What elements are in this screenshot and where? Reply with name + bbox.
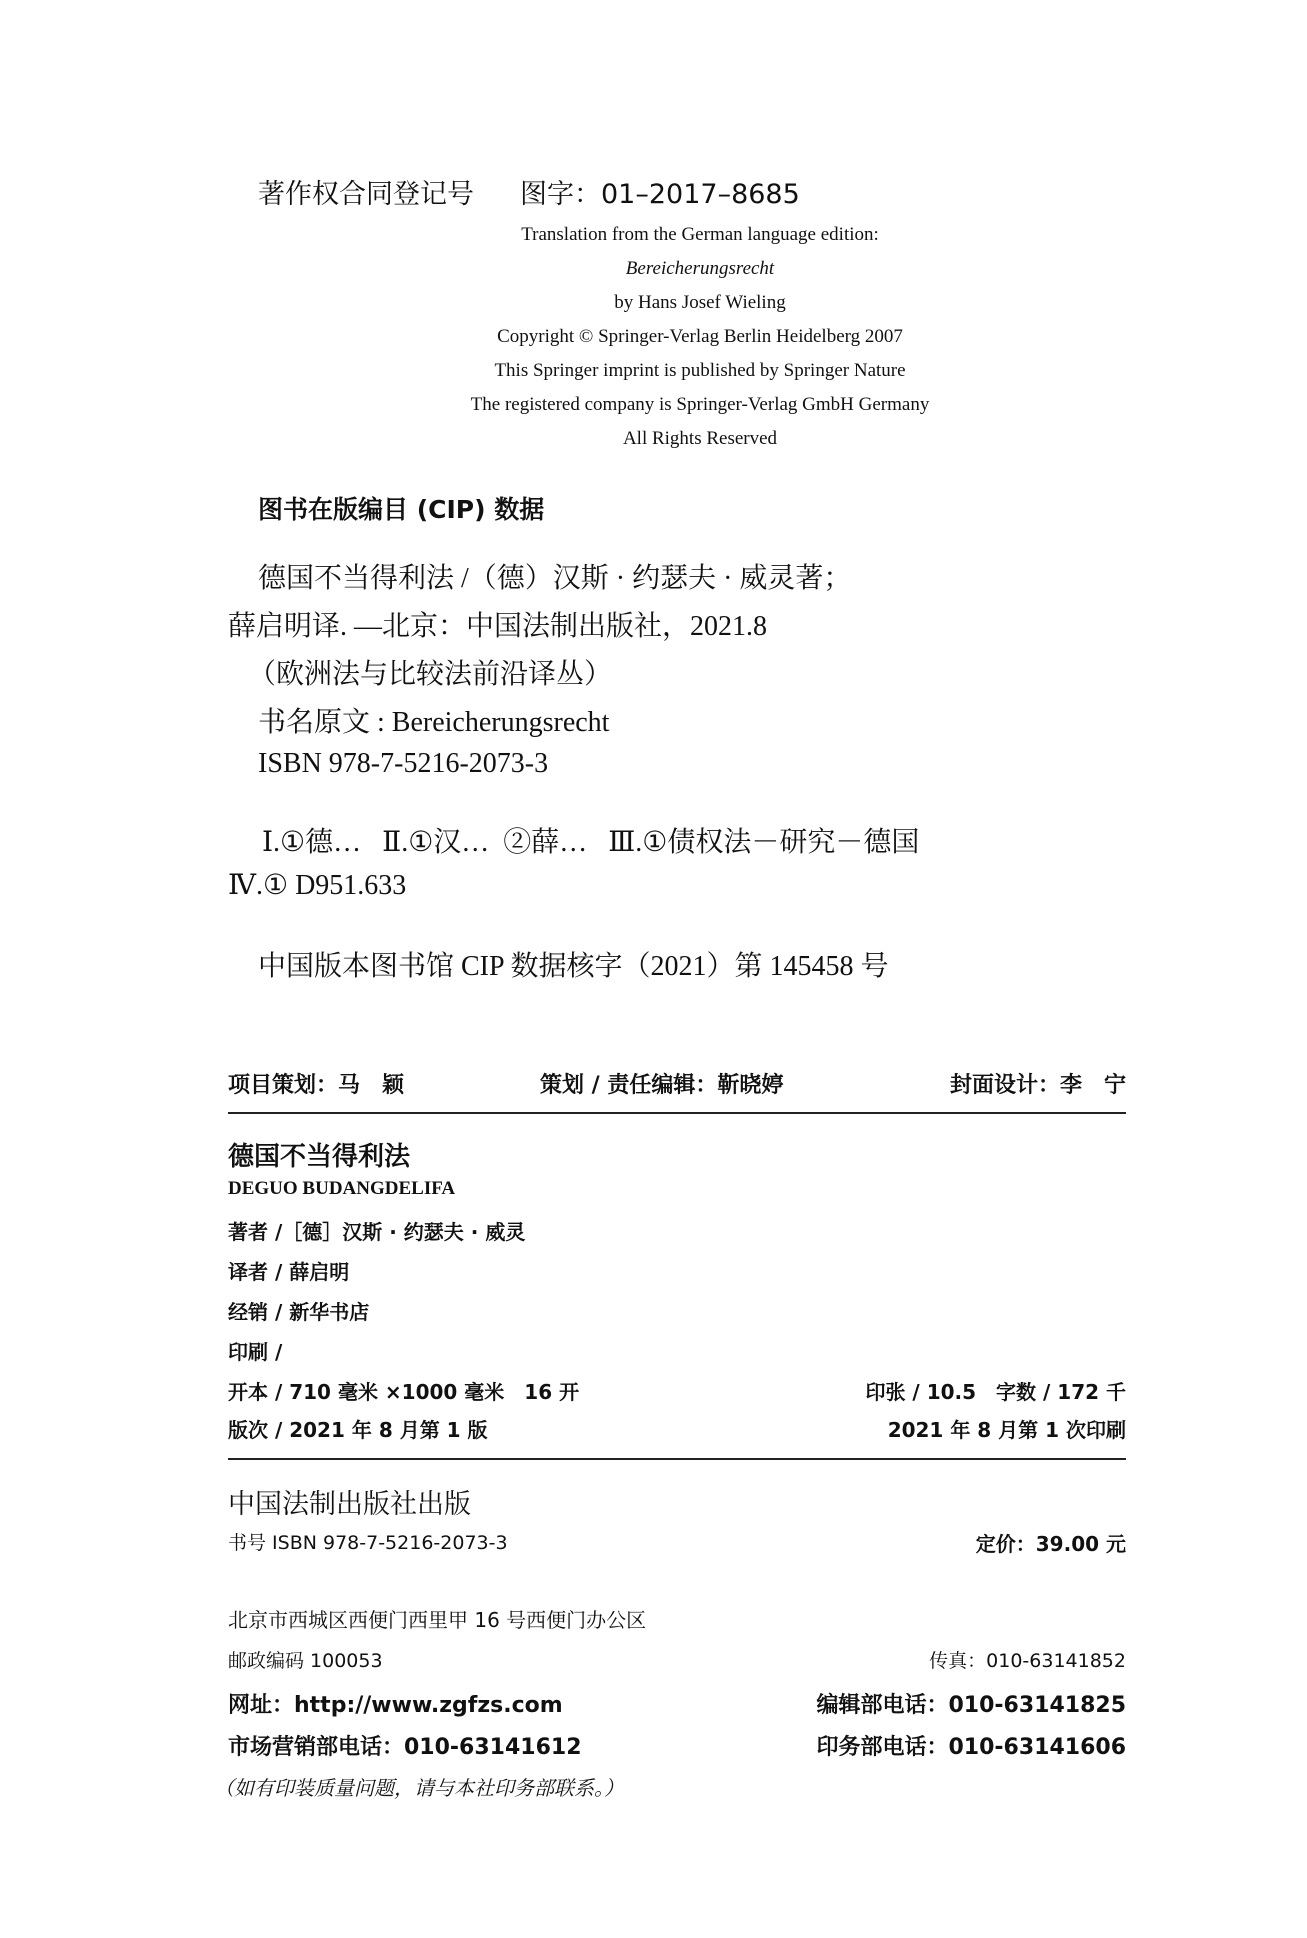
quality-note: （如有印装质量问题，请与本社印务部联系。）	[214, 1778, 624, 1800]
publisher-postcode: 邮政编码 100053	[228, 1650, 383, 1672]
translation-notice-line: by Hans Josef Wieling	[614, 292, 786, 313]
publisher-website: 网址：http://www.zgfzs.com	[228, 1693, 563, 1718]
project-planner: 项目策划：马 颖	[228, 1073, 405, 1098]
book-price: 定价：39.00 元	[975, 1532, 1126, 1556]
cip-heading: 图书在版编目 (CIP) 数据	[258, 495, 545, 524]
divider	[228, 1112, 1126, 1114]
printing-dept-phone: 印务部电话：010-63141606	[816, 1735, 1126, 1760]
cip-line: 书名原文 : Bereicherungsrecht	[258, 707, 610, 738]
cip-approval: 中国版本图书馆 CIP 数据核字（2021）第 145458 号	[258, 951, 889, 982]
book-pinyin: DEGUO BUDANGDELIFA	[228, 1178, 456, 1199]
translation-notice	[380, 218, 1020, 456]
marketing-phone: 市场营销部电话：010-63141612	[228, 1735, 582, 1760]
divider	[228, 1458, 1126, 1460]
book-edition: 版次 / 2021 年 8 月第 1 版	[228, 1418, 488, 1442]
book-sheets-wordcount: 印张 / 10.5 字数 / 172 千	[865, 1380, 1126, 1404]
translation-notice-line: All Rights Reserved	[622, 428, 778, 449]
copyright-register-number: 图字：01–2017–8685	[520, 179, 800, 210]
translation-notice-line: Translation from the German language edition:	[521, 224, 879, 245]
cip-line: （欧洲法与比较法前沿译丛）	[248, 659, 613, 690]
cip-line: 薛启明译. —北京：中国法制出版社，2021.8	[228, 611, 768, 642]
copyright-register-label: 著作权合同登记号	[258, 179, 474, 210]
book-author: 著者 /［德］汉斯 · 约瑟夫 · 威灵	[228, 1220, 526, 1244]
book-printing: 2021 年 8 月第 1 次印刷	[887, 1418, 1126, 1442]
publisher-fax: 传真：010-63141852	[929, 1650, 1126, 1672]
responsible-editor: 策划 / 责任编辑：靳晓婷	[540, 1073, 784, 1098]
cip-classification: Ⅰ.①德… Ⅱ.①汉… ②薛… Ⅲ.①债权法－研究－德国	[262, 827, 920, 858]
publisher-isbn: 书号 ISBN 978-7-5216-2073-3	[228, 1532, 508, 1554]
cip-classification: Ⅳ.① D951.633	[228, 870, 407, 901]
publisher-name: 中国法制出版社出版	[228, 1489, 471, 1519]
editorial-phone: 编辑部电话：010-63141825	[816, 1693, 1126, 1718]
cip-line: 德国不当得利法 /（德）汉斯 · 约瑟夫 · 威灵著；	[258, 563, 852, 594]
book-title: 德国不当得利法	[228, 1142, 411, 1172]
book-printer: 印刷 /	[228, 1340, 283, 1364]
book-format: 开本 / 710 毫米 ×1000 毫米 16 开	[228, 1380, 580, 1404]
translation-notice-line: Copyright © Springer-Verlag Berlin Heidelberg 2007	[497, 326, 903, 347]
book-translator: 译者 / 薛启明	[228, 1260, 350, 1284]
translation-notice-line: This Springer imprint is published by Springer Nature	[494, 360, 906, 381]
cover-designer: 封面设计：李 宁	[949, 1073, 1126, 1098]
book-distributor: 经销 / 新华书店	[228, 1300, 370, 1324]
cip-isbn: ISBN 978-7-5216-2073-3	[258, 748, 549, 779]
translation-notice-line: The registered company is Springer-Verlag GmbH Germany	[470, 394, 930, 415]
original-title: Bereicherungsrecht	[625, 258, 775, 279]
publisher-address: 北京市西城区西便门西里甲 16 号西便门办公区	[228, 1608, 647, 1632]
